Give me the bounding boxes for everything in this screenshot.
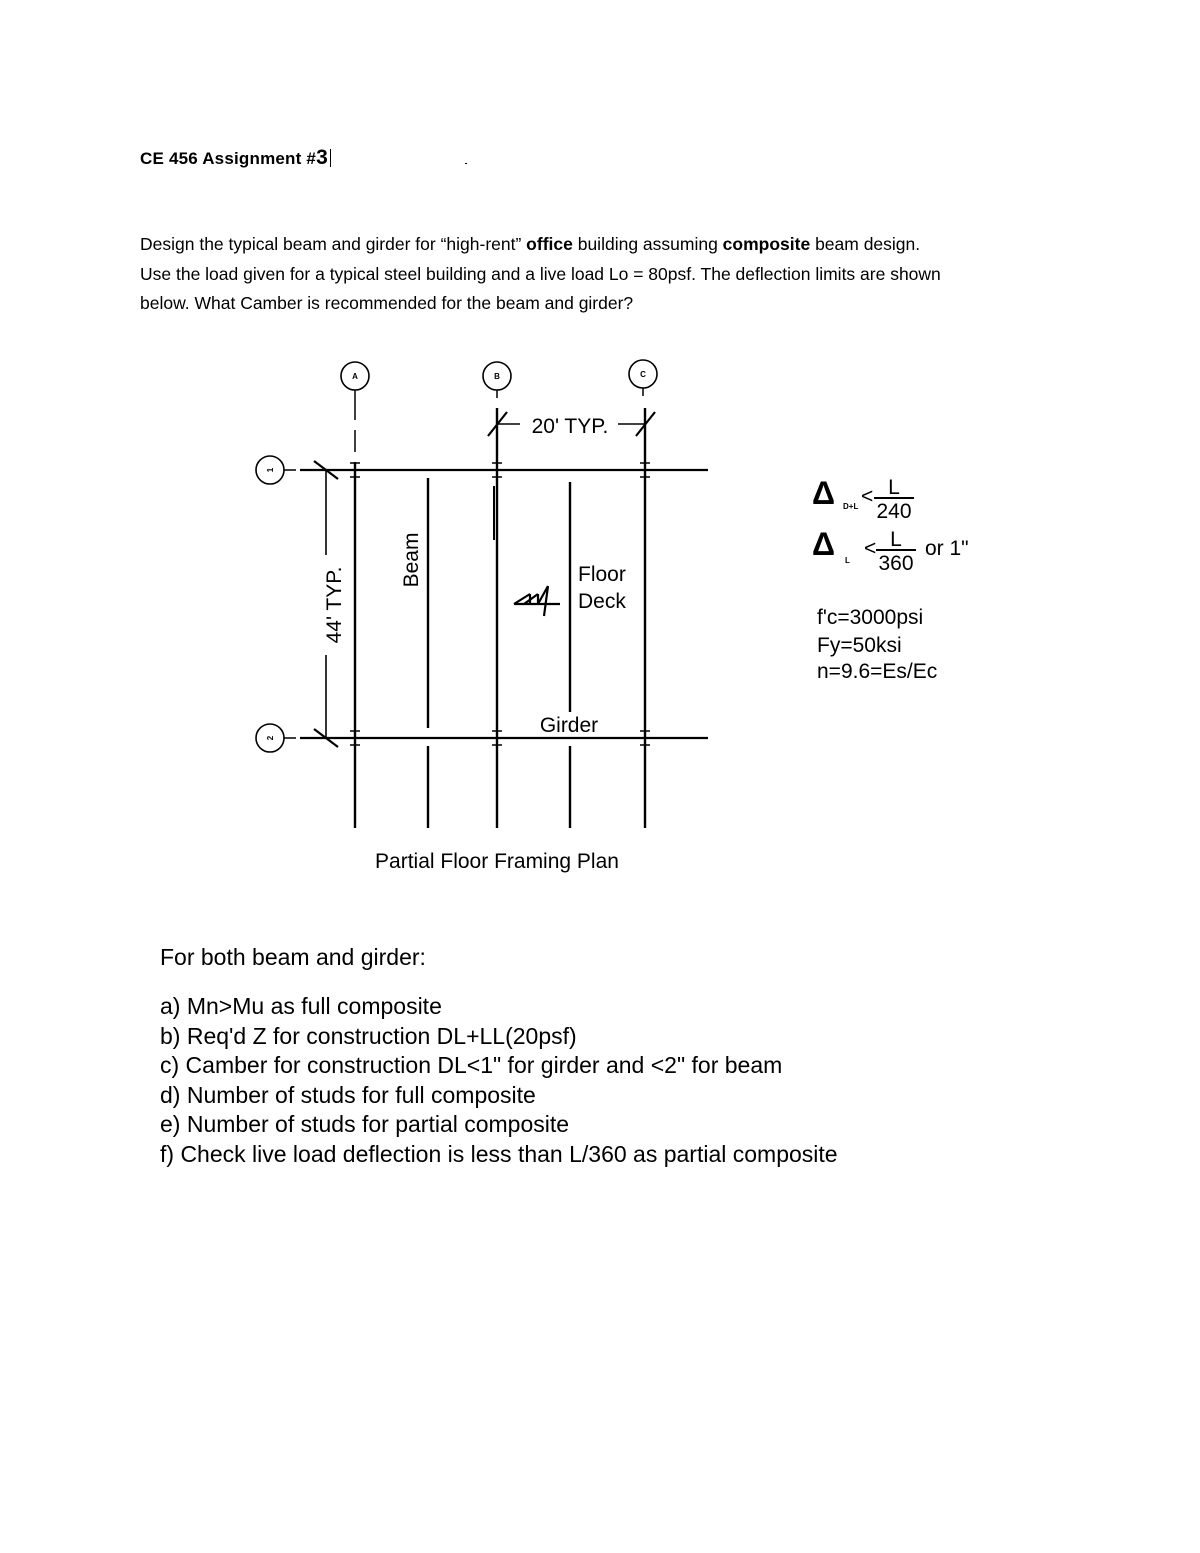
svg-text:L: L bbox=[845, 556, 850, 565]
svg-text:C: C bbox=[640, 370, 646, 379]
grid-bubble-2 bbox=[256, 724, 284, 752]
grid-bubble-c bbox=[629, 360, 657, 388]
delta-icon: Δ bbox=[812, 526, 835, 562]
svg-text:A: A bbox=[352, 372, 358, 381]
svg-text:<: < bbox=[861, 485, 874, 508]
grid-bubble-b bbox=[483, 362, 511, 390]
grid-bubble-a bbox=[341, 362, 369, 390]
svg-text:2: 2 bbox=[266, 735, 275, 741]
deflection-limit-ll bbox=[812, 526, 969, 575]
svg-text:D+L: D+L bbox=[843, 502, 859, 511]
intro-line-1: Design the typical beam and girder for “high-rent” office building assuming composite beam design. bbox=[140, 234, 921, 254]
task-item: d) Number of studs for full composite bbox=[160, 1081, 536, 1108]
title-text: CE 456 Assignment # bbox=[140, 149, 317, 168]
deck-label-2: Deck bbox=[578, 590, 626, 613]
grid-bubble-1 bbox=[256, 456, 284, 484]
task-item: c) Camber for construction DL<1" for girder and <2" for beam bbox=[160, 1052, 783, 1079]
span-label: 44' TYP. bbox=[323, 566, 346, 644]
delta-icon: Δ bbox=[812, 475, 835, 511]
svg-text:or 1": or 1" bbox=[925, 537, 969, 560]
plan-caption: Partial Floor Framing Plan bbox=[375, 850, 619, 873]
beam-label: Beam bbox=[400, 532, 423, 588]
task-item: e) Number of studs for partial composite bbox=[160, 1111, 570, 1138]
spacing-label: 20' TYP. bbox=[531, 415, 609, 438]
girder-label: Girder bbox=[539, 714, 599, 737]
task-item: f) Check live load deflection is less than L/360 as partial composite bbox=[160, 1140, 838, 1167]
svg-text:L: L bbox=[888, 476, 900, 499]
deflection-limit-dl bbox=[812, 475, 914, 523]
svg-text:240: 240 bbox=[876, 500, 912, 523]
intro-line-3: below. What Camber is recommended for the beam and girder? bbox=[140, 293, 634, 313]
task-item: b) Req'd Z for construction DL+LL(20psf) bbox=[160, 1022, 577, 1049]
svg-text:1: 1 bbox=[266, 467, 275, 473]
title-number: 3 bbox=[316, 146, 328, 169]
svg-text:360: 360 bbox=[878, 552, 914, 575]
deck-label-1: Floor bbox=[578, 563, 626, 586]
fy-value: Fy=50ksi bbox=[817, 634, 902, 657]
modular-ratio: n=9.6=Es/Ec bbox=[817, 660, 938, 683]
intro-line-2: Use the load given for a typical steel building and a live load Lo = 80psf. The deflection limits are shown bbox=[140, 263, 941, 284]
task-heading: For both beam and girder: bbox=[160, 944, 426, 970]
task-item: a) Mn>Mu as full composite bbox=[160, 993, 442, 1019]
deck-span-arrow-icon bbox=[514, 586, 560, 616]
svg-text:<: < bbox=[864, 537, 877, 560]
svg-text:L: L bbox=[890, 528, 902, 551]
task-list bbox=[160, 944, 838, 1170]
svg-text:B: B bbox=[494, 372, 500, 381]
fc-value: f'c=3000psi bbox=[817, 606, 924, 629]
